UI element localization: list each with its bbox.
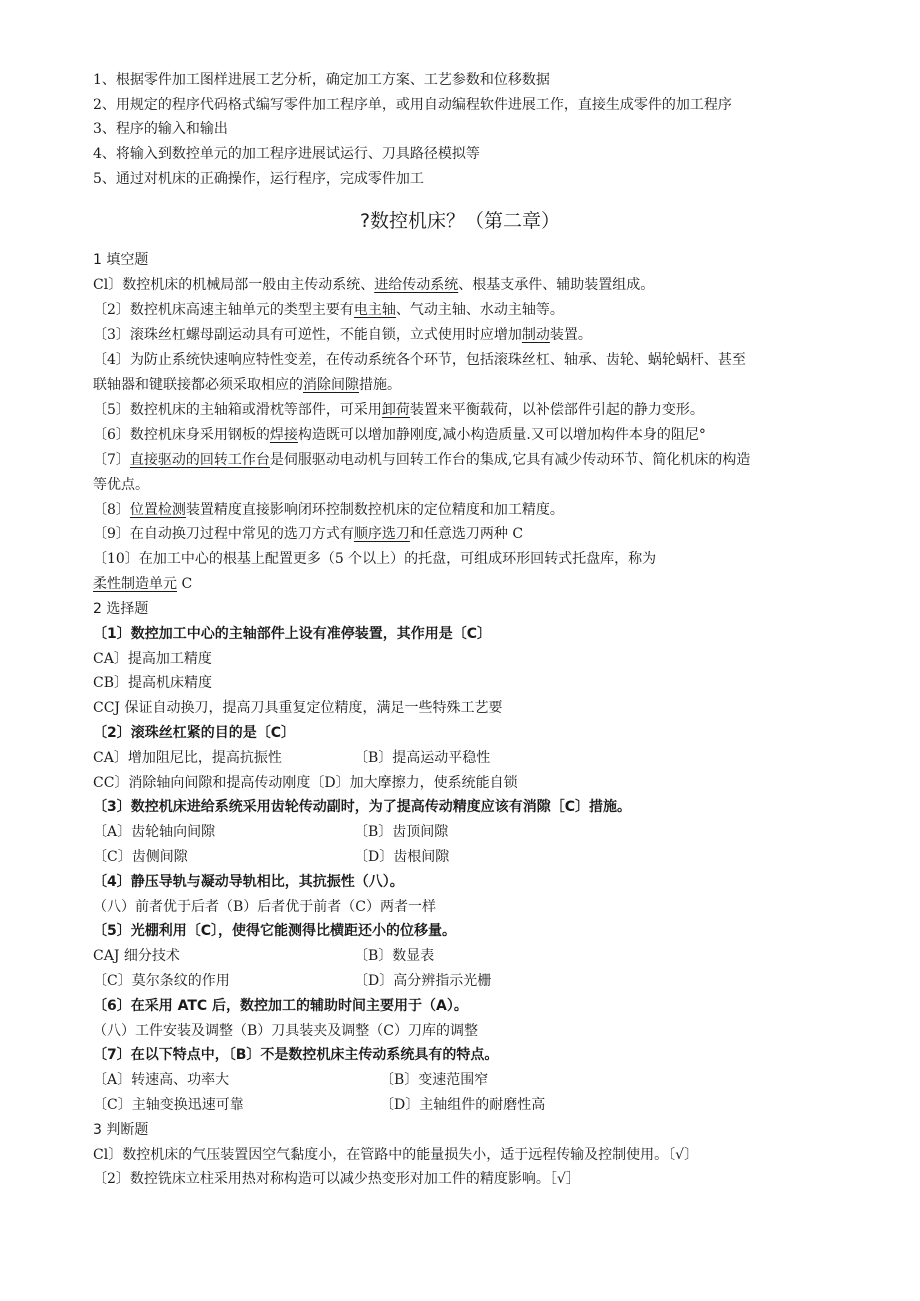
choice-q3-row2 [93,847,450,867]
choice-q5-option-a: CAJ 细分技术 [93,948,180,964]
fill-q4-line1: 〔4〕为防止系统快速响应特性变差，在传动系统各个环节，包括滚珠丝杠、轴承、齿轮、蜗轮蜗杆、甚至 [93,352,746,368]
fill-q7-line2: 等优点。 [93,477,149,493]
fill-heading: 1 填空题 [93,252,149,268]
fill-q3: 〔3〕滚珠丝杠螺母副运动具有可逆性，不能自锁，立式使用时应增加制动装置。 [93,327,592,343]
choice-q1-option-c: CCJ 保证自动换刀，提高刀具重复定位精度，满足一些特殊工艺要 [93,700,503,716]
choice-q2-option-a: CA〕增加阻尼比，提高抗振性 [93,750,282,766]
fill-q5-answer: 卸荷 [381,402,410,418]
choice-q7-row1 [93,1070,489,1090]
choice-q1-option-a: CA〕提高加工精度 [93,651,212,667]
choice-q5-row2 [93,971,492,991]
choice-q3-option-b: 〔B〕齿顶间隙 [354,824,449,840]
choice-q3-row1 [93,822,449,842]
choice-q7-option-d: 〔D〕主轴组件的耐磨性高 [380,1097,546,1113]
fill-q6-answer: 焊接 [269,427,298,443]
judge-q1: Cl〕数控机床的气压装置因空气黏度小，在管路中的能量损失小，适于远程传输及控制使用。〔√〕 [93,1147,699,1163]
choice-q2-stem: 〔2〕滚珠丝杠紧的目的是〔C〕 [93,725,296,741]
intro-step-3: 3、程序的输入和输出 [93,121,228,137]
fill-q1-answer: 进给传动系统 [374,277,459,293]
choice-q2-option-cd: CC〕消除轴向间隙和提高传动刚度〔D〕加大摩擦力，使系统能自锁 [93,775,518,791]
intro-step-5: 5、通过对机床的正确操作，运行程序，完成零件加工 [93,171,424,187]
choice-q3-stem: 〔3〕数控机床进给系统采用齿轮传动副时，为了提高传动精度应该有消隙［C〕措施。 [93,799,632,815]
choice-q3-option-d: 〔D〕齿根间隙 [354,849,450,865]
choice-q7-row2 [93,1095,546,1115]
choice-q2-row1 [93,748,491,768]
choice-q7-option-b: 〔B〕变速范围窄 [380,1072,489,1088]
choice-q7-option-c: 〔C〕主轴变换迅速可靠 [93,1097,244,1113]
intro-step-1: 1、根据零件加工图样进展工艺分析，确定加工方案、工艺参数和位移数据 [93,72,550,88]
choice-q7-option-a: 〔A〕转速高、功率大 [93,1072,230,1088]
fill-q10-line2: 柔性制造单元 C [93,576,193,592]
fill-q7-line1: 〔7〕直接驱动的回转工作台是伺服驱动电动机与回转工作台的集成,它具有减少传动环节、简化机床的构造 [93,452,751,468]
fill-q10-answer: 柔性制造单元 [93,576,177,592]
fill-q10-line1: 〔10〕在加工中心的根基上配置更多（5 个以上）的托盘，可组成环形回转式托盘库，称为 [93,551,657,567]
fill-q6: 〔6〕数控机床身采用钢板的焊接构造既可以增加静刚度,减小构造质量.又可以增加构件本身的阻尼° [93,427,706,443]
choice-q3-option-a: 〔A〕齿轮轴向间隙 [93,824,216,840]
choice-q4-stem: 〔4〕静压导轨与凝动导轨相比，其抗振性（八）。 [93,874,404,890]
choice-q3-option-c: 〔C〕齿侧间隙 [93,849,188,865]
fill-q2: 〔2〕数控机床高速主轴单元的类型主要有电主轴、气动主轴、水动主轴等。 [93,302,564,318]
choice-q1-option-b: CB〕提高机床精度 [93,675,212,691]
fill-q5: 〔5〕数控机床的主轴箱或滑枕等部件，可采用卸荷装置来平衡载荷，以补偿部件引起的静力变形。 [93,402,704,418]
choice-q5-stem: 〔5〕光棚利用〔C〕，使得它能测得比横距还小的位移量。 [93,923,457,939]
judge-q2: 〔2〕数控铣床立柱采用热对称构造可以减少热变形对加工件的精度影响。［√］ [93,1171,580,1187]
choice-q5-option-c: 〔C〕莫尔条纹的作用 [93,973,230,989]
choice-q5-option-d: 〔D〕高分辨指示光栅 [354,973,492,989]
choice-q5-row1 [93,946,435,966]
choice-q4-options: （八）前者优于后者（B）后者优于前者（C）两者一样 [93,899,436,915]
choice-q7-stem: 〔7〕在以下特点中，〔B〕不是数控机床主传动系统具有的特点。 [93,1047,499,1063]
fill-q9-answer: 顺序选刀 [353,526,410,542]
intro-step-4: 4、将输入到数控单元的加工程序进展试运行、刀具路径模拟等 [93,146,480,162]
fill-q9: 〔9〕在自动换刀过程中常见的选刀方式有顺序选刀和任意选刀两种 C [93,526,524,542]
fill-q4-line2: 联轴器和键联接都必须采取相应的消除间隙措施。 [93,377,401,393]
fill-q8: 〔8〕位置检测装置精度直接影响闭环控制数控机床的定位精度和加工精度。 [93,502,564,518]
choice-q2-option-b: 〔B〕提高运动平稳性 [354,750,491,766]
fill-q1: Cl〕数控机床的机械局部一般由主传动系统、进给传动系统、根基支承件、辅助装置组成。 [93,277,655,293]
fill-q4-answer: 消除间隙 [303,377,359,393]
choice-q5-option-b: 〔B〕数显表 [354,948,435,964]
choice-q6-stem: 〔6〕在采用 ATC 后，数控加工的辅助时间主要用于（A）。 [93,998,468,1014]
choice-heading: 2 选择题 [93,601,149,617]
intro-step-2: 2、用规定的程序代码格式编写零件加工程序单，或用自动编程软件进展工作，直接生成零件的加工程序 [93,97,732,113]
fill-q3-answer: 制动 [521,327,550,343]
fill-q8-answer: 位置检测 [129,502,186,518]
choice-q1-stem: 〔1〕数控加工中心的主轴部件上设有准停装置，其作用是〔C〕 [93,626,492,642]
chapter-title: ?数控机床？（第二章） [359,210,561,232]
fill-q7-answer: 直接驱动的回转工作台 [129,452,270,468]
choice-q6-options: （八）工件安装及调整（B）刀具装夹及调整（C）刀库的调整 [93,1023,478,1039]
judge-heading: 3 判断题 [93,1122,149,1138]
fill-q2-answer: 电主轴 [353,302,396,318]
